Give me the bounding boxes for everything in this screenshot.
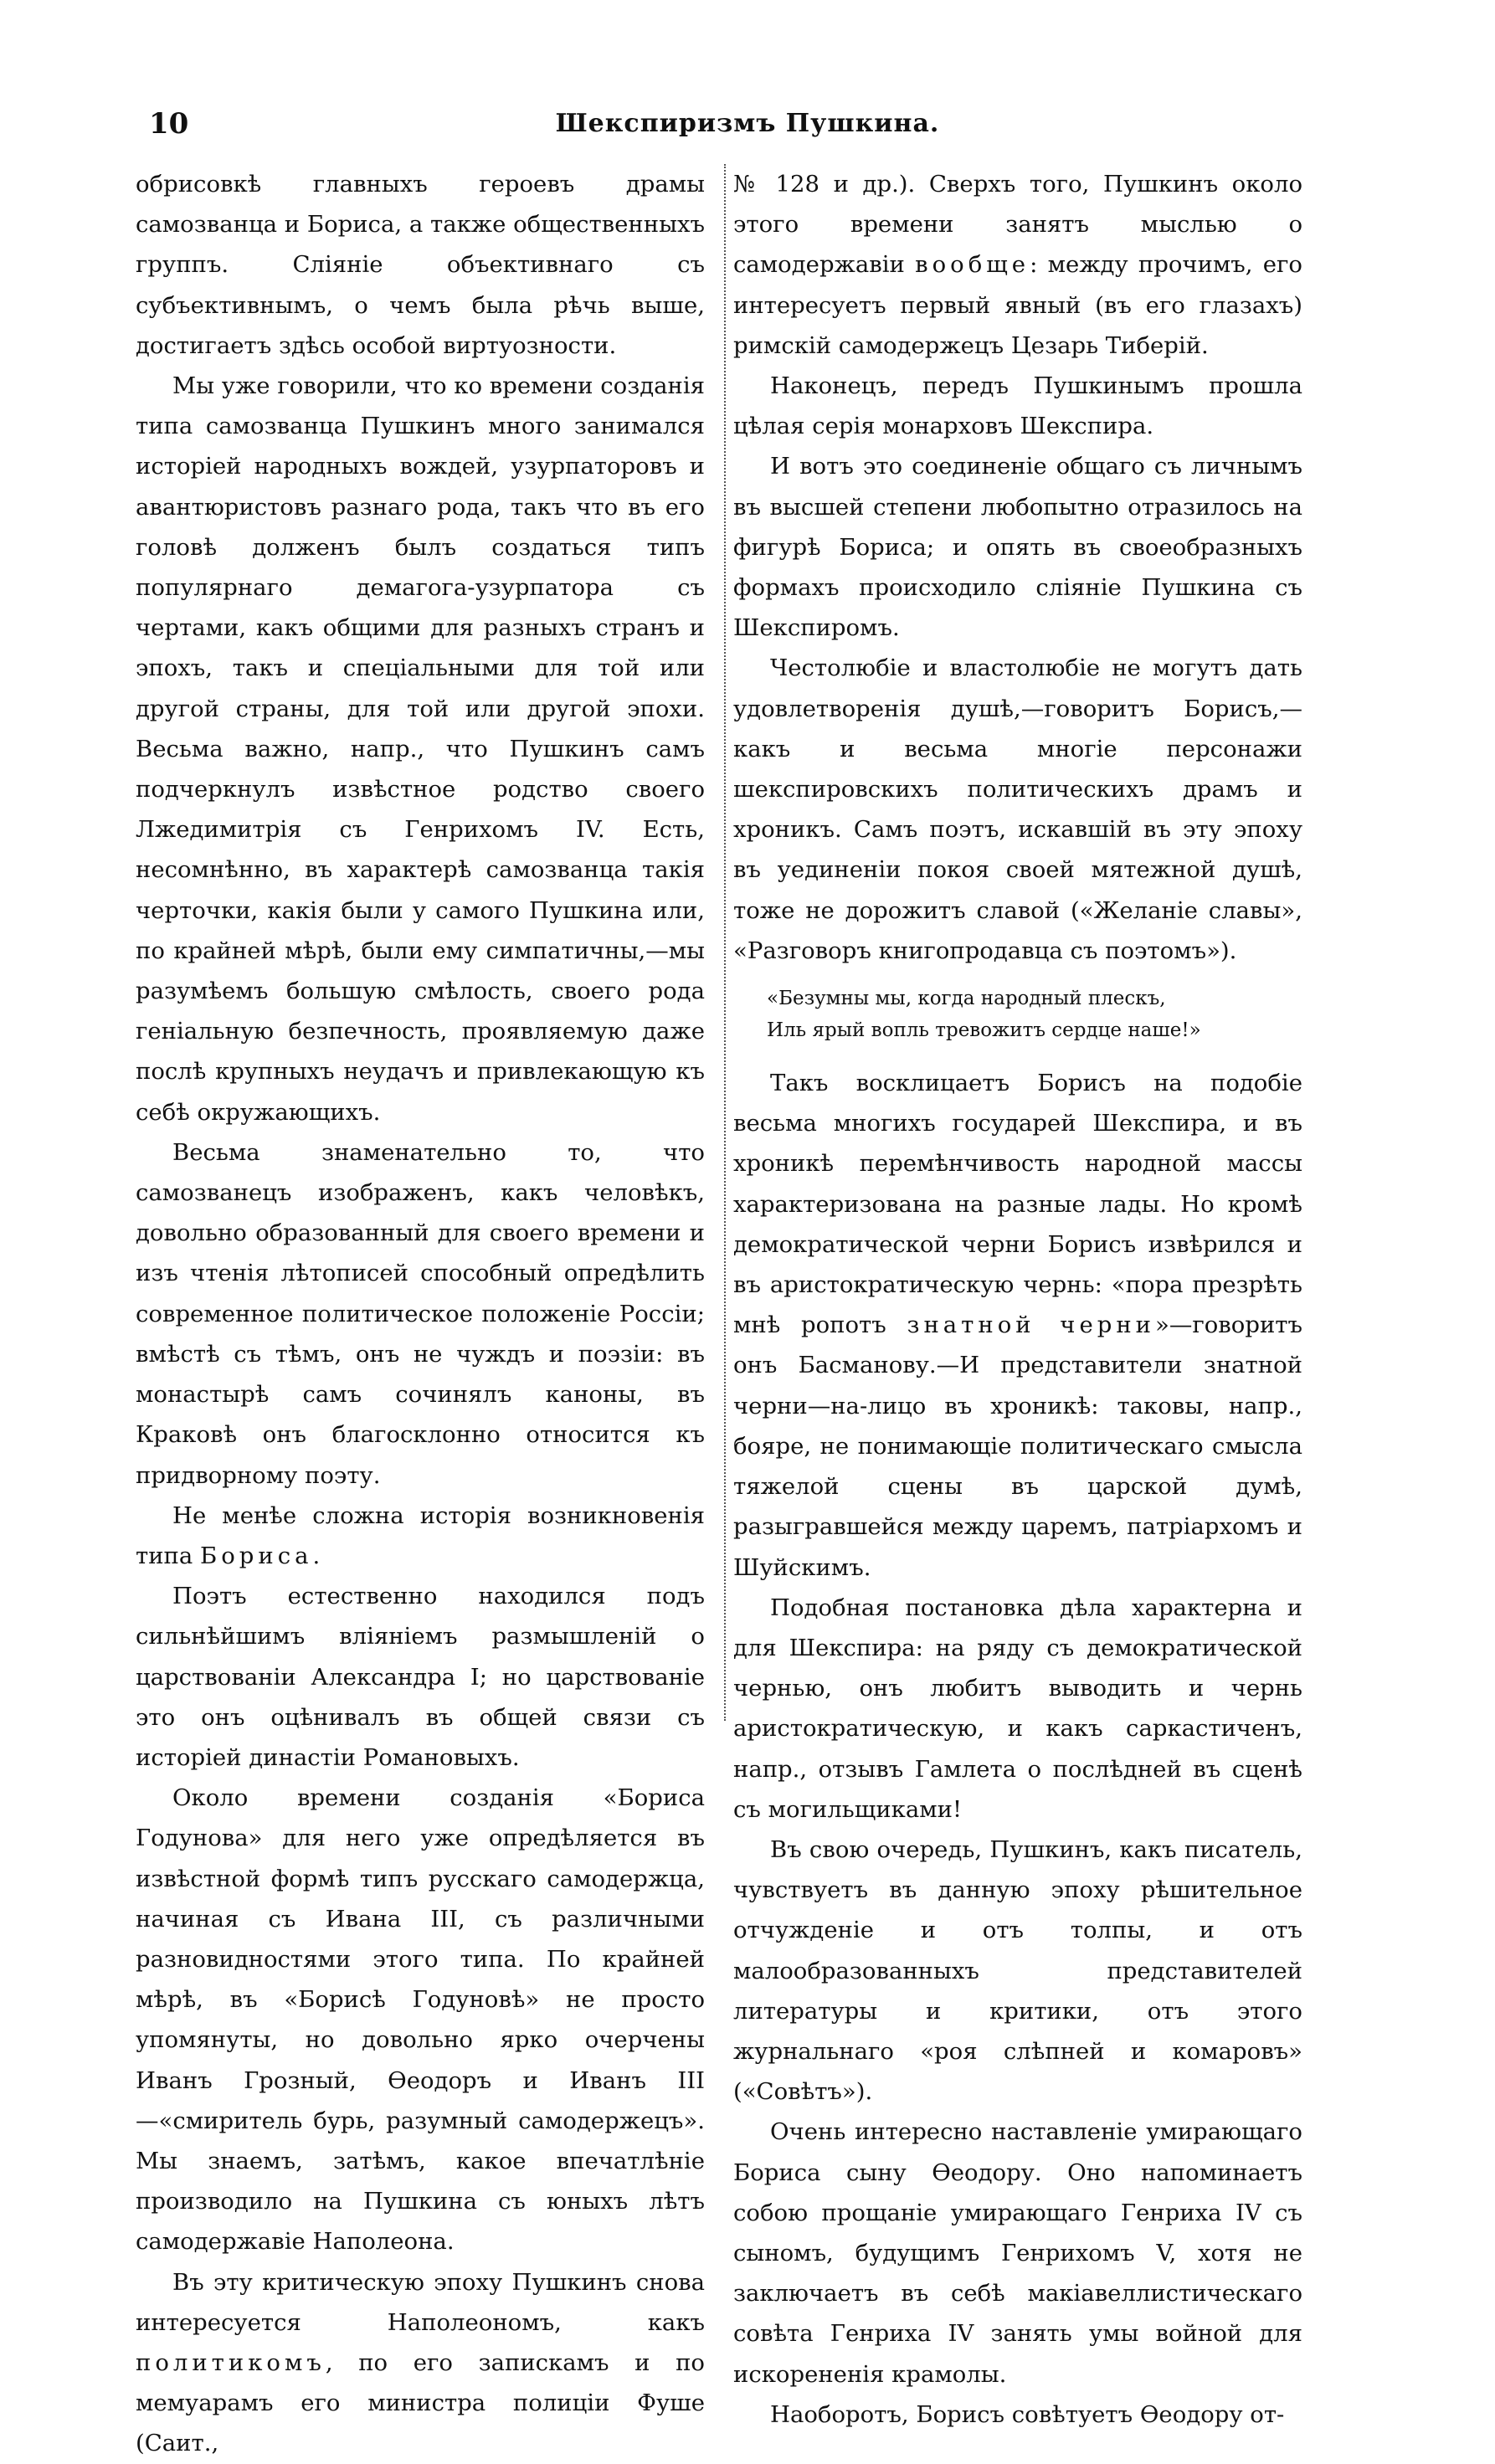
spaced-emphasis: знатной черни — [907, 1312, 1156, 1339]
verse-quote — [767, 983, 1302, 1046]
paragraph: Честолюбіе и властолюбіе не могутъ дать удовлетворенія душѣ,—говоритъ Борисъ,—какъ и весьма многіе персонажи шекспировскихъ политическихъ драмъ и хроникъ. Самъ поэтъ, искавшій въ эту эпоху въ уединеніи покоя своей мятежной душѣ, тоже не дорожитъ славой («Желаніе славы», «Разговоръ книгопродавца съ поэтомъ»). — [733, 654, 1302, 964]
text-run: , по его запискамъ и по мемуарамъ его министра полиціи Фуше (Саит., — [136, 2348, 705, 2457]
paragraph: Очень интересно наставленіе умирающаго Бориса сыну Ѳеодору. Оно напоминаетъ собою прощаніе умирающаго Генриха IV съ сыномъ, будущимъ Генрихомъ V, хотя не заключаетъ въ себѣ макіавеллистическаго совѣта Генриха IV занять умы войной для искорененія крамолы. — [733, 2118, 1302, 2388]
paragraph: Мы уже говорили, что ко времени созданія типа самозванца Пушкинъ много занимался исторіей народныхъ вождей, узурпаторовъ и авантюристовъ разнаго рода, такъ что въ его головѣ долженъ былъ создаться типъ популярнаго демагога-узурпатора съ чертами, какъ общими для разныхъ странъ и эпохъ, такъ и спеціальными для той или другой страны, для той или другой эпохи. Весьма важно, напр., что Пушкинъ самъ подчеркнулъ извѣстное родство своего Лжедимитрія съ Генрихомъ IV. Есть, несомнѣнно, въ характерѣ самозванца такія черточки, какія были у самого Пушкина или, по крайней мѣрѣ, были ему симпатичны,—мы разумѣемъ большую смѣлость, своего рода геніальную безпечность, проявляемую даже послѣ крупныхъ неудачъ и привлекающую къ себѣ окружающихъ. — [136, 372, 705, 1126]
right-column — [733, 164, 1302, 2435]
paragraph: И вотъ это соединеніе общаго съ личнымъ въ высшей степени любопытно отразилось на фигурѣ Бориса; и опять въ своеобразныхъ формахъ происходило сліяніе Пушкина съ Шекспиромъ. — [733, 453, 1302, 642]
paragraph: Наконецъ, передъ Пушкинымъ прошла цѣлая серія монарховъ Шекспира. — [733, 372, 1302, 440]
running-title: Шекспиризмъ Пушкина. — [555, 109, 940, 138]
paragraph: Подобная постановка дѣла характерна и для Шекспира: на ряду съ демократической чернью, онъ любитъ выводить и чернь аристократическую, и какъ саркастиченъ, напр., отзывъ Гамлета о послѣдней въ сценѣ съ могильщиками! — [733, 1594, 1302, 1823]
left-column — [136, 164, 705, 2464]
paragraph — [136, 1496, 705, 1576]
paragraph — [733, 164, 1302, 366]
text-run: Не менѣе сложна исторія возникновенія типа — [136, 1502, 705, 1569]
paragraph: Поэтъ естественно находился подъ сильнѣйшимъ вліяніемъ размышленій о царствованіи Александра I; но царствованіе это онъ оцѣнивалъ въ общей связи съ исторіей династіи Романовыхъ. — [136, 1583, 705, 1771]
spaced-emphasis: вообще — [915, 251, 1030, 279]
paragraph: Наоборотъ, Борисъ совѣтуетъ Ѳеодору от- — [770, 2400, 1285, 2428]
verse-line: Иль ярый вопль тревожитъ сердце наше!» — [767, 1019, 1201, 1042]
text-run: Въ эту критическую эпоху Пушкинъ снова интересуется Наполеономъ, какъ — [136, 2268, 705, 2336]
text-run: № 128 и др.). Сверхъ того, Пушкинъ около этого времени занятъ мыслью о самодержавіи — [733, 171, 1302, 279]
spaced-emphasis: Бориса — [200, 1542, 313, 1569]
paragraph: Около времени созданія «Бориса Годунова» для него уже опредѣляется въ извѣстной формѣ типъ русскаго самодержца, начиная съ Ивана III, съ различными разновидностями этого типа. По крайней мѣрѣ, въ «Борисѣ Годуновѣ» не просто упомянуты, но довольно ярко очерчены Иванъ Грозный, Ѳеодоръ и Иванъ III—«смиритель бурь, разумный самодержецъ». Мы знаемъ, затѣмъ, какое впечатлѣніе производило на Пушкина съ юныхъ лѣтъ самодержавіе Наполеона. — [136, 1784, 705, 2256]
paragraph: обрисовкѣ главныхъ героевъ драмы самозванца и Бориса, а также общественныхъ группъ. Сліяніе объективнаго съ субъективнымъ, о чемъ была рѣчь выше, достигаетъ здѣсь особой виртуозности. — [136, 171, 705, 359]
paragraph: Въ свою очередь, Пушкинъ, какъ писатель, чувствуетъ въ данную эпоху рѣшительное отчужденіе и отъ толпы, и отъ малообразованныхъ представителей литературы и критики, отъ этого журнальнаго «роя слѣпней и комаровъ» («Совѣтъ»). — [733, 1835, 1302, 2106]
text-run: : между прочимъ, его интересуетъ первый явный (въ его глазахъ) римскій самодержецъ Цезарь Тиберій. — [733, 251, 1302, 359]
paragraph — [733, 1063, 1302, 1588]
text-run: . — [312, 1542, 321, 1569]
text-run: »—говоритъ онъ Басманову.—И представители знатной черни—на-лицо въ хроникѣ: таковы, напр., бояре, не понимающіе политическаго смысла тяжелой сцены въ царской думѣ, разыгравшейся между царемъ, патріархомъ и Шуйскимъ. — [733, 1312, 1302, 1581]
paragraph — [136, 2262, 705, 2464]
paragraph: Весьма знаменательно то, что самозванецъ изображенъ, какъ человѣкъ, довольно образованный для своего времени и изъ чтенія лѣтописей способный опредѣлить современное политическое положеніе Россіи; вмѣстѣ съ тѣмъ, онъ не чуждъ и поэзіи: въ монастырѣ самъ сочинялъ каноны, въ Краковѣ онъ благосклонно относится къ придворному поэту. — [136, 1138, 705, 1489]
spaced-emphasis: политикомъ — [136, 2348, 326, 2376]
page-number: 10 — [149, 107, 189, 141]
column-rule — [724, 164, 727, 1721]
verse-line: «Безумны мы, когда народный плескъ, — [767, 988, 1166, 1010]
text-run: Такъ восклицаетъ Борисъ на подобіе весьма многихъ государей Шекспира, и въ хроникѣ перемѣнчивость народной массы характеризована на разные лады. Но кромѣ демократической черни Борисъ извѣрился и въ аристократическую чернь: «пора презрѣть мнѣ ропотъ — [733, 1070, 1302, 1339]
